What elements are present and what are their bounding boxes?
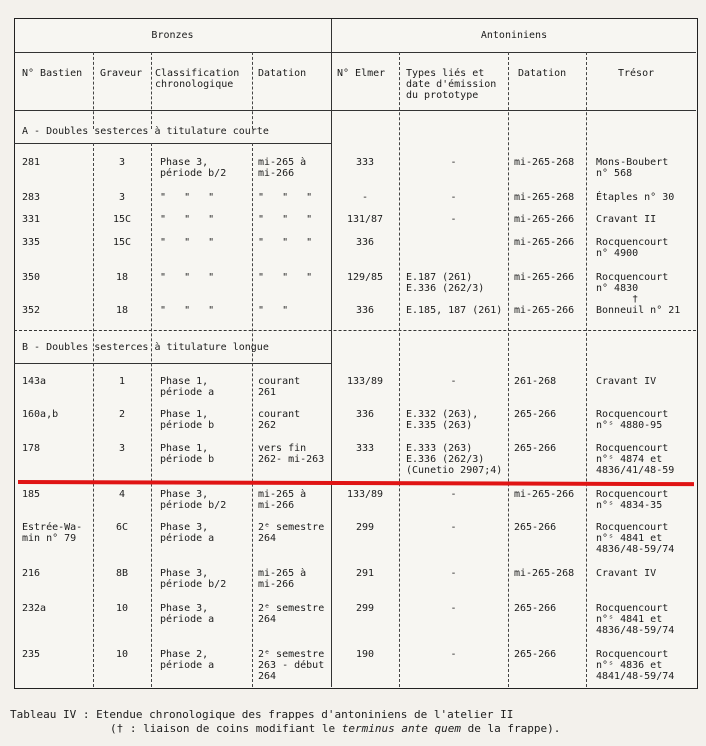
section-title-a: A - Doubles sesterces à titulature courte [22,126,269,137]
column-header-tresor: Trésor [618,68,655,79]
cell-classification: Phase 1, période a [160,376,215,398]
cell-classification: Phase 3, période b/2 [160,568,227,590]
cell-tresor: Rocquencourt n°ˢ 4841 et 4836/48-59/74 [596,522,675,555]
cell-tresor: Rocquencourt n°ˢ 4874 et 4836/41/48-59 [596,443,675,476]
cell-types: - [450,568,457,579]
cell-tresor: Rocquencourt n° 4830 † [596,272,669,305]
cell-elmer: 190 [355,649,375,660]
cell-datation: " " " [258,272,313,283]
cell-graveur: 6C [115,522,129,533]
column-header-elmer: N° Elmer [337,68,386,79]
cell-types: E.187 (261) E.336 (262/3) [406,272,485,294]
column-header-datation-antoniniens: Datation [518,68,567,79]
cell-datation: " " [258,305,289,316]
cell-types: - [450,489,457,500]
cell-graveur: 3 [118,192,126,203]
cell-types: - [450,376,457,387]
column-header-datation: Datation [258,68,307,79]
cell-datation: courant 262 [258,409,301,431]
cell-datation-antoniniens: mi-265-266 [514,237,575,248]
cell-datation-antoniniens: mi-265-266 [514,272,575,283]
cell-tresor: Rocquencourt n°ˢ 4841 et 4836/48-59/74 [596,603,675,636]
cell-graveur: 8B [115,568,129,579]
cell-graveur: 18 [115,305,129,316]
cell-bastien: 350 [22,272,41,283]
cell-types: - [450,214,457,225]
cell-graveur: 2 [118,409,126,420]
cell-tresor: Rocquencourt n°ˢ 4834-35 [596,489,669,511]
cell-tresor: Mons-Boubert n° 568 [596,157,669,179]
cell-graveur: 3 [118,157,126,168]
caption-emphasis: terminus ante quem [341,722,462,735]
cell-classification: " " " [160,237,215,248]
caption-text: († : liaison de coins modifiant le [110,722,342,735]
cell-datation: mi-265 à mi-266 [258,157,307,179]
cell-elmer: 336 [355,237,375,248]
cell-datation: mi-265 à mi-266 [258,489,307,511]
cell-elmer: - [361,192,369,203]
cell-types: E.185, 187 (261) [406,305,503,316]
cell-tresor: Cravant IV [596,568,657,579]
column-header-graveur: Graveur [100,68,143,79]
cell-graveur: 18 [115,272,129,283]
cell-datation-antoniniens: mi-265-266 [514,305,575,316]
cell-classification: Phase 3, période b/2 [160,157,227,179]
cell-types: E.333 (263) E.336 (262/3) (Cunetio 2907;4) [406,443,503,476]
cell-graveur: 3 [118,443,126,454]
cell-datation-antoniniens: mi-265-268 [514,157,575,168]
cell-graveur: 10 [115,649,129,660]
column-header-bastien: N° Bastien [22,68,83,79]
cell-classification: " " " [160,214,215,225]
cell-tresor: Bonneuil n° 21 [596,305,681,316]
cell-datation: 2ᵉ semestre 263 - début 264 [258,649,325,682]
cell-datation: mi-265 à mi-266 [258,568,307,590]
cell-classification: Phase 2, période a [160,649,215,671]
group-header-antoniniens: Antoniniens [480,30,548,41]
cell-graveur: 4 [118,489,126,500]
cell-bastien: 281 [22,157,41,168]
cell-bastien: 235 [22,649,41,660]
cell-bastien: 143a [22,376,47,387]
section-title-b: B - Doubles sesterces à titulature longue [22,342,269,353]
cell-bastien: 178 [22,443,41,454]
cell-types: - [450,603,457,614]
cell-datation: courant 261 [258,376,301,398]
cell-graveur: 10 [115,603,129,614]
caption-text: de la frappe). [461,722,561,735]
cell-tresor: Étaples n° 30 [596,192,675,203]
cell-datation-antoniniens: mi-265-266 [514,489,575,500]
cell-elmer: 133/89 [346,489,384,500]
cell-elmer: 291 [355,568,375,579]
cell-types: - [450,157,457,168]
cell-datation-antoniniens: 265-266 [514,522,557,533]
cell-bastien: 283 [22,192,41,203]
cell-datation-antoniniens: mi-265-266 [514,214,575,225]
cell-classification: Phase 3, période a [160,603,215,625]
cell-datation-antoniniens: mi-265-268 [514,192,575,203]
cell-types: - [450,522,457,533]
cell-bastien: Estrée-Wa- min n° 79 [22,522,83,544]
cell-datation-antoniniens: mi-265-268 [514,568,575,579]
cell-tresor: Rocquencourt n°ˢ 4880-95 [596,409,669,431]
cell-classification: " " " [160,305,215,316]
cell-types: - [450,649,457,660]
cell-types: - [450,192,457,203]
cell-elmer: 129/85 [346,272,384,283]
cell-classification: Phase 1, période b [160,443,215,465]
column-header-classification: Classification chronologique [155,68,240,90]
cell-tresor: Cravant II [596,214,657,225]
cell-datation-antoniniens: 265-266 [514,603,557,614]
cell-elmer: 336 [355,305,375,316]
cell-graveur: 1 [118,376,126,387]
cell-datation: " " " [258,214,313,225]
cell-datation-antoniniens: 265-266 [514,409,557,420]
cell-elmer: 333 [355,443,375,454]
cell-types: E.332 (263), E.335 (263) [406,409,479,431]
cell-graveur: 15C [112,237,132,248]
cell-tresor: Rocquencourt n° 4900 [596,237,669,259]
cell-classification: Phase 1, période b [160,409,215,431]
cell-datation-antoniniens: 265-266 [514,649,557,660]
cell-datation-antoniniens: 265-266 [514,443,557,454]
cell-classification: Phase 3, période b/2 [160,489,227,511]
cell-classification: " " " [160,192,215,203]
group-header-bronzes: Bronzes [151,30,194,41]
cell-datation: vers fin 262- mi-263 [258,443,325,465]
cell-datation: " " " [258,237,313,248]
cell-bastien: 185 [22,489,41,500]
cell-classification: " " " [160,272,215,283]
cell-datation: 2ᵉ semestre 264 [258,522,325,544]
cell-datation: 2ᵉ semestre 264 [258,603,325,625]
cell-tresor: Cravant IV [596,376,657,387]
cell-bastien: 352 [22,305,41,316]
cell-bastien: 216 [22,568,41,579]
cell-bastien: 160a,b [22,409,59,420]
cell-elmer: 131/87 [346,214,384,225]
cell-datation: " " " [258,192,313,203]
cell-elmer: 333 [355,157,375,168]
cell-elmer: 299 [355,522,375,533]
cell-bastien: 331 [22,214,41,225]
cell-graveur: 15C [112,214,132,225]
table-caption-line2 [110,722,560,735]
cell-bastien: 335 [22,237,41,248]
cell-elmer: 299 [355,603,375,614]
column-header-types: Types liés et date d'émission du prototype [406,68,497,101]
table-frame [14,18,698,689]
cell-elmer: 133/89 [346,376,384,387]
cell-tresor: Rocquencourt n°ˢ 4836 et 4841/48-59/74 [596,649,675,682]
cell-classification: Phase 3, période a [160,522,215,544]
cell-datation-antoniniens: 261-268 [514,376,557,387]
cell-bastien: 232a [22,603,47,614]
table-caption-line1: Tableau IV : Etendue chronologique des frappes d'antoniniens de l'atelier II [10,708,514,721]
cell-elmer: 336 [355,409,375,420]
